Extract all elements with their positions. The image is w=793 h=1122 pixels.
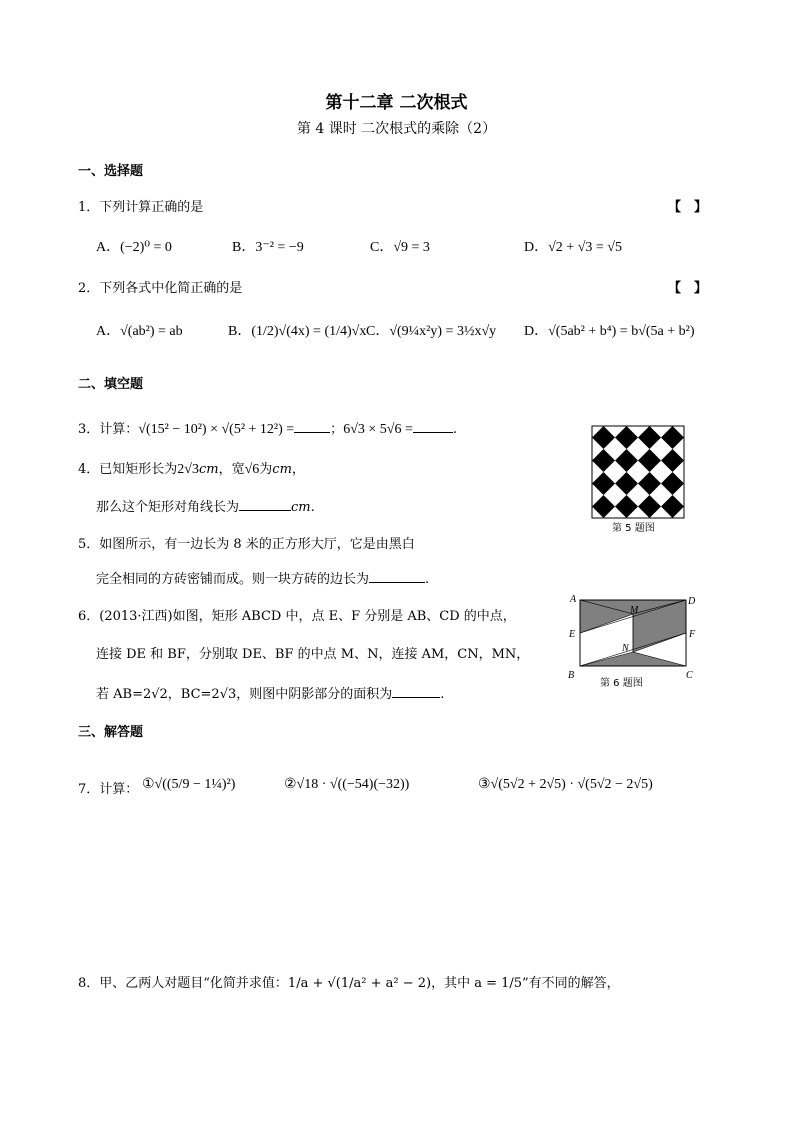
q4-line2 (96, 496, 315, 515)
q4-length: 2√3 (177, 462, 199, 477)
q4-text-b: ，宽 (218, 462, 245, 477)
q6-label-c: C (686, 670, 693, 681)
q3-line (78, 418, 457, 438)
q4-line1 (78, 458, 305, 478)
q5-tile-figure (592, 426, 684, 518)
q6-line3 (96, 683, 444, 702)
q1-stem: 1．下列计算正确的是 (78, 200, 204, 215)
section-fill: 二、填空题 (78, 377, 144, 392)
q6-line2: 连接 DE 和 BF，分别取 DE、BF 的中点 M、N，连接 AM，CN，MN， (96, 647, 530, 662)
q7-part3: ③√(5√2 + 2√5) · √(5√2 − 2√5) (478, 777, 653, 792)
q6-label-a: A (570, 594, 577, 605)
q6-caption: 第 6 题图 (600, 678, 643, 689)
q6-end: . (440, 687, 445, 702)
q7-part1: ①√((5/9 − 1¼)²) (142, 777, 236, 792)
q5-caption: 第 5 题图 (612, 523, 655, 534)
q3-blank-1[interactable] (294, 420, 330, 433)
q4-text-d: ， (291, 462, 305, 477)
q6-line1: 6．(2013·江西)如图，矩形 ABCD 中，点 E、F 分别是 AB、CD 的中点， (78, 609, 516, 624)
q3-end: . (452, 422, 457, 437)
section-solve: 三、解答题 (78, 725, 144, 740)
q1-option-c[interactable]: C．√9 = 3 (370, 240, 430, 255)
q3-expr1: √(15² − 10²) × √(5² + 12²) = (138, 422, 295, 437)
q4-text-2: 那么这个矩形对角线长为 (96, 500, 240, 515)
q6-label-f: F (689, 629, 696, 640)
page-subtitle: 第 4 课时 二次根式的乘除（2） (296, 121, 497, 137)
q2-option-c[interactable]: C．√(9¼x²y) = 3½x√y (366, 324, 497, 339)
q4-text-c: 为 (259, 462, 273, 477)
q7-label: 7．计算： (78, 782, 139, 797)
q6-label-n: N (622, 643, 629, 654)
q1-answer-bracket[interactable]: 【 】 (668, 200, 708, 215)
q5-text-2: 完全相同的方砖密铺而成。则一块方砖的边长为 (96, 572, 370, 587)
q4-unit-3: cm. (291, 500, 315, 515)
q6-rectangle-figure (568, 594, 698, 684)
page-title: 第十二章 二次根式 (325, 93, 468, 113)
q4-blank[interactable] (239, 498, 291, 511)
q6-label-d: D (688, 596, 696, 607)
q3-expr2: 6√3 × 5√6 = (343, 422, 413, 437)
q6-text-3: 若 AB=2√2，BC=2√3，则图中阴影部分的面积为 (96, 687, 393, 702)
q3-sep: ； (330, 422, 344, 437)
q6-label-b: B (568, 670, 575, 681)
q4-width: √6 (244, 462, 260, 477)
section-choice: 一、选择题 (78, 164, 144, 179)
q6-label-e: E (569, 629, 576, 640)
q8-line: 8．甲、乙两人对题目“化简并求值：1/a + √(1/a² + a² − 2)，其中 a = 1/5”有不同的解答， (78, 976, 620, 991)
q3-blank-2[interactable] (413, 420, 453, 433)
q7-part2: ②√18 · √((−54)(−32)) (284, 777, 410, 792)
q2-answer-bracket[interactable]: 【 】 (668, 281, 708, 296)
q4-unit-2: cm (272, 462, 292, 477)
q2-option-b[interactable]: B．(1/2)√(4x) = (1/4)√x (228, 324, 367, 339)
q5-blank[interactable] (369, 570, 425, 583)
q1-option-b[interactable]: B．3⁻² = −9 (232, 240, 304, 255)
q6-label-m: M (630, 605, 639, 616)
q2-stem: 2．下列各式中化简正确的是 (78, 281, 243, 296)
q5-end: . (425, 572, 430, 587)
q2-option-a[interactable]: A．√(ab²) = ab (96, 324, 183, 339)
q3-label: 3．计算： (78, 422, 139, 437)
q1-option-d[interactable]: D．√2 + √3 = √5 (524, 240, 622, 255)
q4-text-a: 4．已知矩形长为 (78, 462, 178, 477)
q6-blank[interactable] (392, 685, 440, 698)
q1-option-a[interactable]: A．(−2)⁰ = 0 (96, 240, 172, 255)
q4-unit-1: cm (198, 462, 219, 477)
q6-shade-bottom (580, 652, 686, 666)
q2-option-d[interactable]: D．√(5ab² + b⁴) = b√(5a + b²) (524, 324, 695, 339)
q5-line2 (96, 568, 429, 587)
q5-line1: 5．如图所示，有一边长为 8 米的正方形大厅，它是由黑白 (78, 537, 415, 552)
